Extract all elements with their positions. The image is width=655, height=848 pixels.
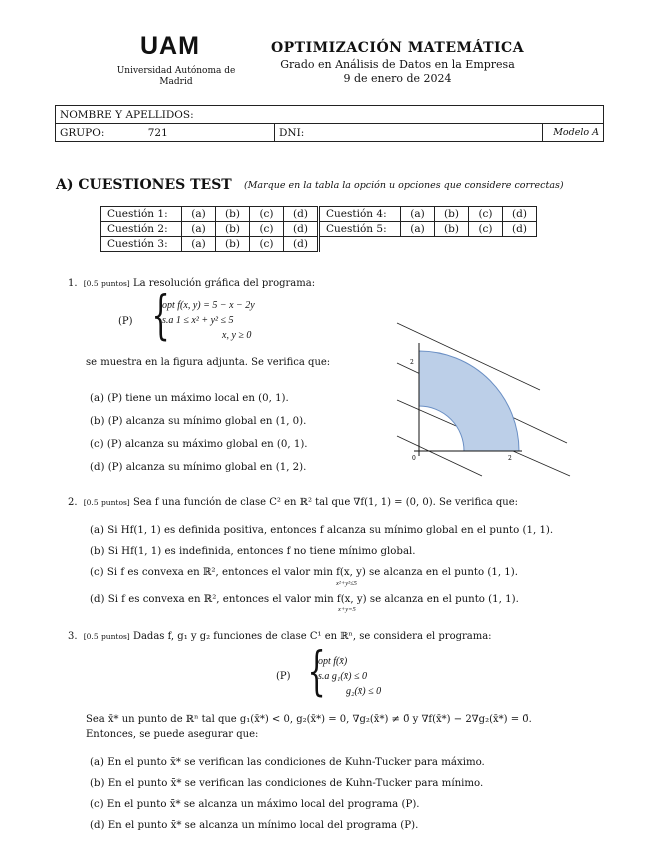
dni-field[interactable] [275,124,415,142]
name-field[interactable] [56,106,604,124]
q3-stem-text: Dadas f, g₁ y g₂ funciones de clase C¹ en ℝⁿ, se considera el programa: [132,631,492,642]
q1-option-c: (c) (P) alcanza su máximo global en (0, 1). [90,439,308,450]
q2-option-c: (c) Si f es convexa en ℝ², entonces el valor min f(x, y) se alcanza en el punto (1, 1). [90,567,518,578]
y-tick-label: 2 [410,359,414,366]
answer-option[interactable]: (c) [469,222,503,237]
q3-follow: Entonces, se puede asegurar que: [86,729,259,740]
q2-option-d: (d) Si f es convexa en ℝ², entonces el valor min f(x, y) se alcanza en el punto (1, 1). [90,594,519,605]
answer-option[interactable]: (a) [182,222,216,237]
q2-option-b: (b) Si Hf(1, 1) es indefinida, entonces f no tiene mínimo global. [90,546,416,557]
answer-option[interactable]: (a) [182,207,216,222]
exam-subtitle: Grado en Análisis de Datos en la Empresa [280,58,515,71]
grid-label: Cuestión 5: [319,222,401,237]
q1-stem: 1. [0.5 puntos] La resolución gráfica del programa: [68,278,316,289]
grid-label: Cuestión 1: [101,207,182,222]
exam-date: 9 de enero de 2024 [343,72,452,85]
dni-label: DNI: [279,126,305,139]
exam-model: Modelo A [543,124,604,142]
answer-option[interactable]: (b) [435,207,469,222]
grid-row [101,237,537,252]
q1-stem-text: La resolución gráfica del programa: [132,278,316,289]
answer-option[interactable]: (c) [250,207,284,222]
grid-label: Cuestión 3: [101,237,182,252]
answer-option[interactable]: (b) [216,237,250,252]
answer-option[interactable]: (c) [469,207,503,222]
university-logo: UAM [140,32,200,60]
answer-option[interactable]: (d) [503,222,537,237]
q2-subscript-c: x²+y²≤5 [336,580,357,587]
group-label: GRUPO: [60,126,105,139]
q3-brace: { [307,642,326,702]
answer-option[interactable]: (a) [401,207,435,222]
answer-option[interactable]: (a) [401,222,435,237]
group-value: 721 [147,126,168,139]
q1-program-line: s.a 1 ≤ x² + y² ≤ 5 [162,315,234,326]
section-note: (Marque en la tabla la opción u opciones que considere correctas) [244,180,564,191]
q3-program-line: opt f(x̄) [318,656,348,667]
answer-option[interactable]: (b) [216,207,250,222]
q1-points: [0.5 puntos] [83,279,130,288]
q1-program-line: opt f(x, y) = 5 − x − 2y [162,300,255,311]
q3-points: [0.5 puntos] [83,632,130,641]
answer-grid [100,206,537,252]
answer-option[interactable]: (c) [250,237,284,252]
q2-stem: 2. [0.5 puntos] Sea f una función de clase C² en ℝ² tal que ∇f(1, 1) = (0, 0). Se verifica que: [68,497,519,508]
answer-option[interactable]: (d) [284,207,319,222]
q3-program-line: s.a g₁(x̄) ≤ 0 [318,671,367,682]
q1-brace: { [151,286,170,346]
answer-option[interactable]: (b) [216,222,250,237]
student-id-table [55,105,604,142]
q3-stem: 3. [0.5 puntos] Dadas f, g₁ y g₂ funciones de clase C¹ en ℝⁿ, se considera el programa: [68,631,492,642]
answer-option[interactable]: (d) [284,222,319,237]
name-label: NOMBRE Y APELLIDOS: [60,108,194,121]
q1-program-name: (P) [118,316,133,327]
grid-row [101,222,537,237]
answer-option[interactable]: (d) [284,237,319,252]
grid-row [101,207,537,222]
exam-title: OPTIMIZACIÓN MATEMÁTICA [270,40,525,56]
feasible-region [419,351,519,451]
q3-option-a: (a) En el punto x̄* se verifican las condiciones de Kuhn-Tucker para máximo. [90,757,485,768]
grid-label: Cuestión 2: [101,222,182,237]
answer-option[interactable]: (d) [503,207,537,222]
q3-program-name: (P) [276,671,291,682]
q3-condition: Sea x̄* un punto de ℝⁿ tal que g₁(x̄*) < 0, g₂(x̄*) = 0, ∇g₂(x̄*) ≠ 0̄ y ∇f(x̄*) − 2∇g₂(x̄*) = 0̄. [86,714,532,725]
q2-subscript-d: x+y=5 [338,606,356,613]
section-title: A) CUESTIONES TEST [56,177,232,193]
q3-option-c: (c) En el punto x̄* se alcanza un máximo local del programa (P). [90,799,420,810]
x-tick-label: 2 [508,455,512,462]
q2-points: [0.5 puntos] [83,498,130,507]
answer-option[interactable]: (b) [435,222,469,237]
q1-option-a: (a) (P) tiene un máximo local en (0, 1). [90,393,289,404]
q3-program-line: g₂(x̄) ≤ 0 [346,686,382,697]
q1-program-line: x, y ≥ 0 [222,330,252,341]
q1-follow: se muestra en la figura adjunta. Se verifica que: [86,357,331,368]
origin-label: 0 [412,455,416,462]
q1-option-b: (b) (P) alcanza su mínimo global en (1, 0). [90,416,307,427]
group-field[interactable] [56,124,275,142]
grid-label: Cuestión 4: [319,207,401,222]
q2-option-a: (a) Si Hf(1, 1) es definida positiva, entonces f alcanza su mínimo global en el punto (1, 1). [90,525,554,536]
q3-option-b: (b) En el punto x̄* se verifican las condiciones de Kuhn-Tucker para mínimo. [90,778,484,789]
answer-option[interactable]: (a) [182,237,216,252]
answer-option[interactable]: (c) [250,222,284,237]
q1-feasible-region-figure [392,318,592,478]
q3-option-d: (d) En el punto x̄* se alcanza un mínimo local del programa (P). [90,820,419,831]
q2-stem-text: Sea f una función de clase C² en ℝ² tal que ∇f(1, 1) = (0, 0). Se verifica que: [132,497,519,508]
q1-option-d: (d) (P) alcanza su mínimo global en (1, 2). [90,462,307,473]
university-name: Universidad Autónoma de Madrid [116,66,236,87]
